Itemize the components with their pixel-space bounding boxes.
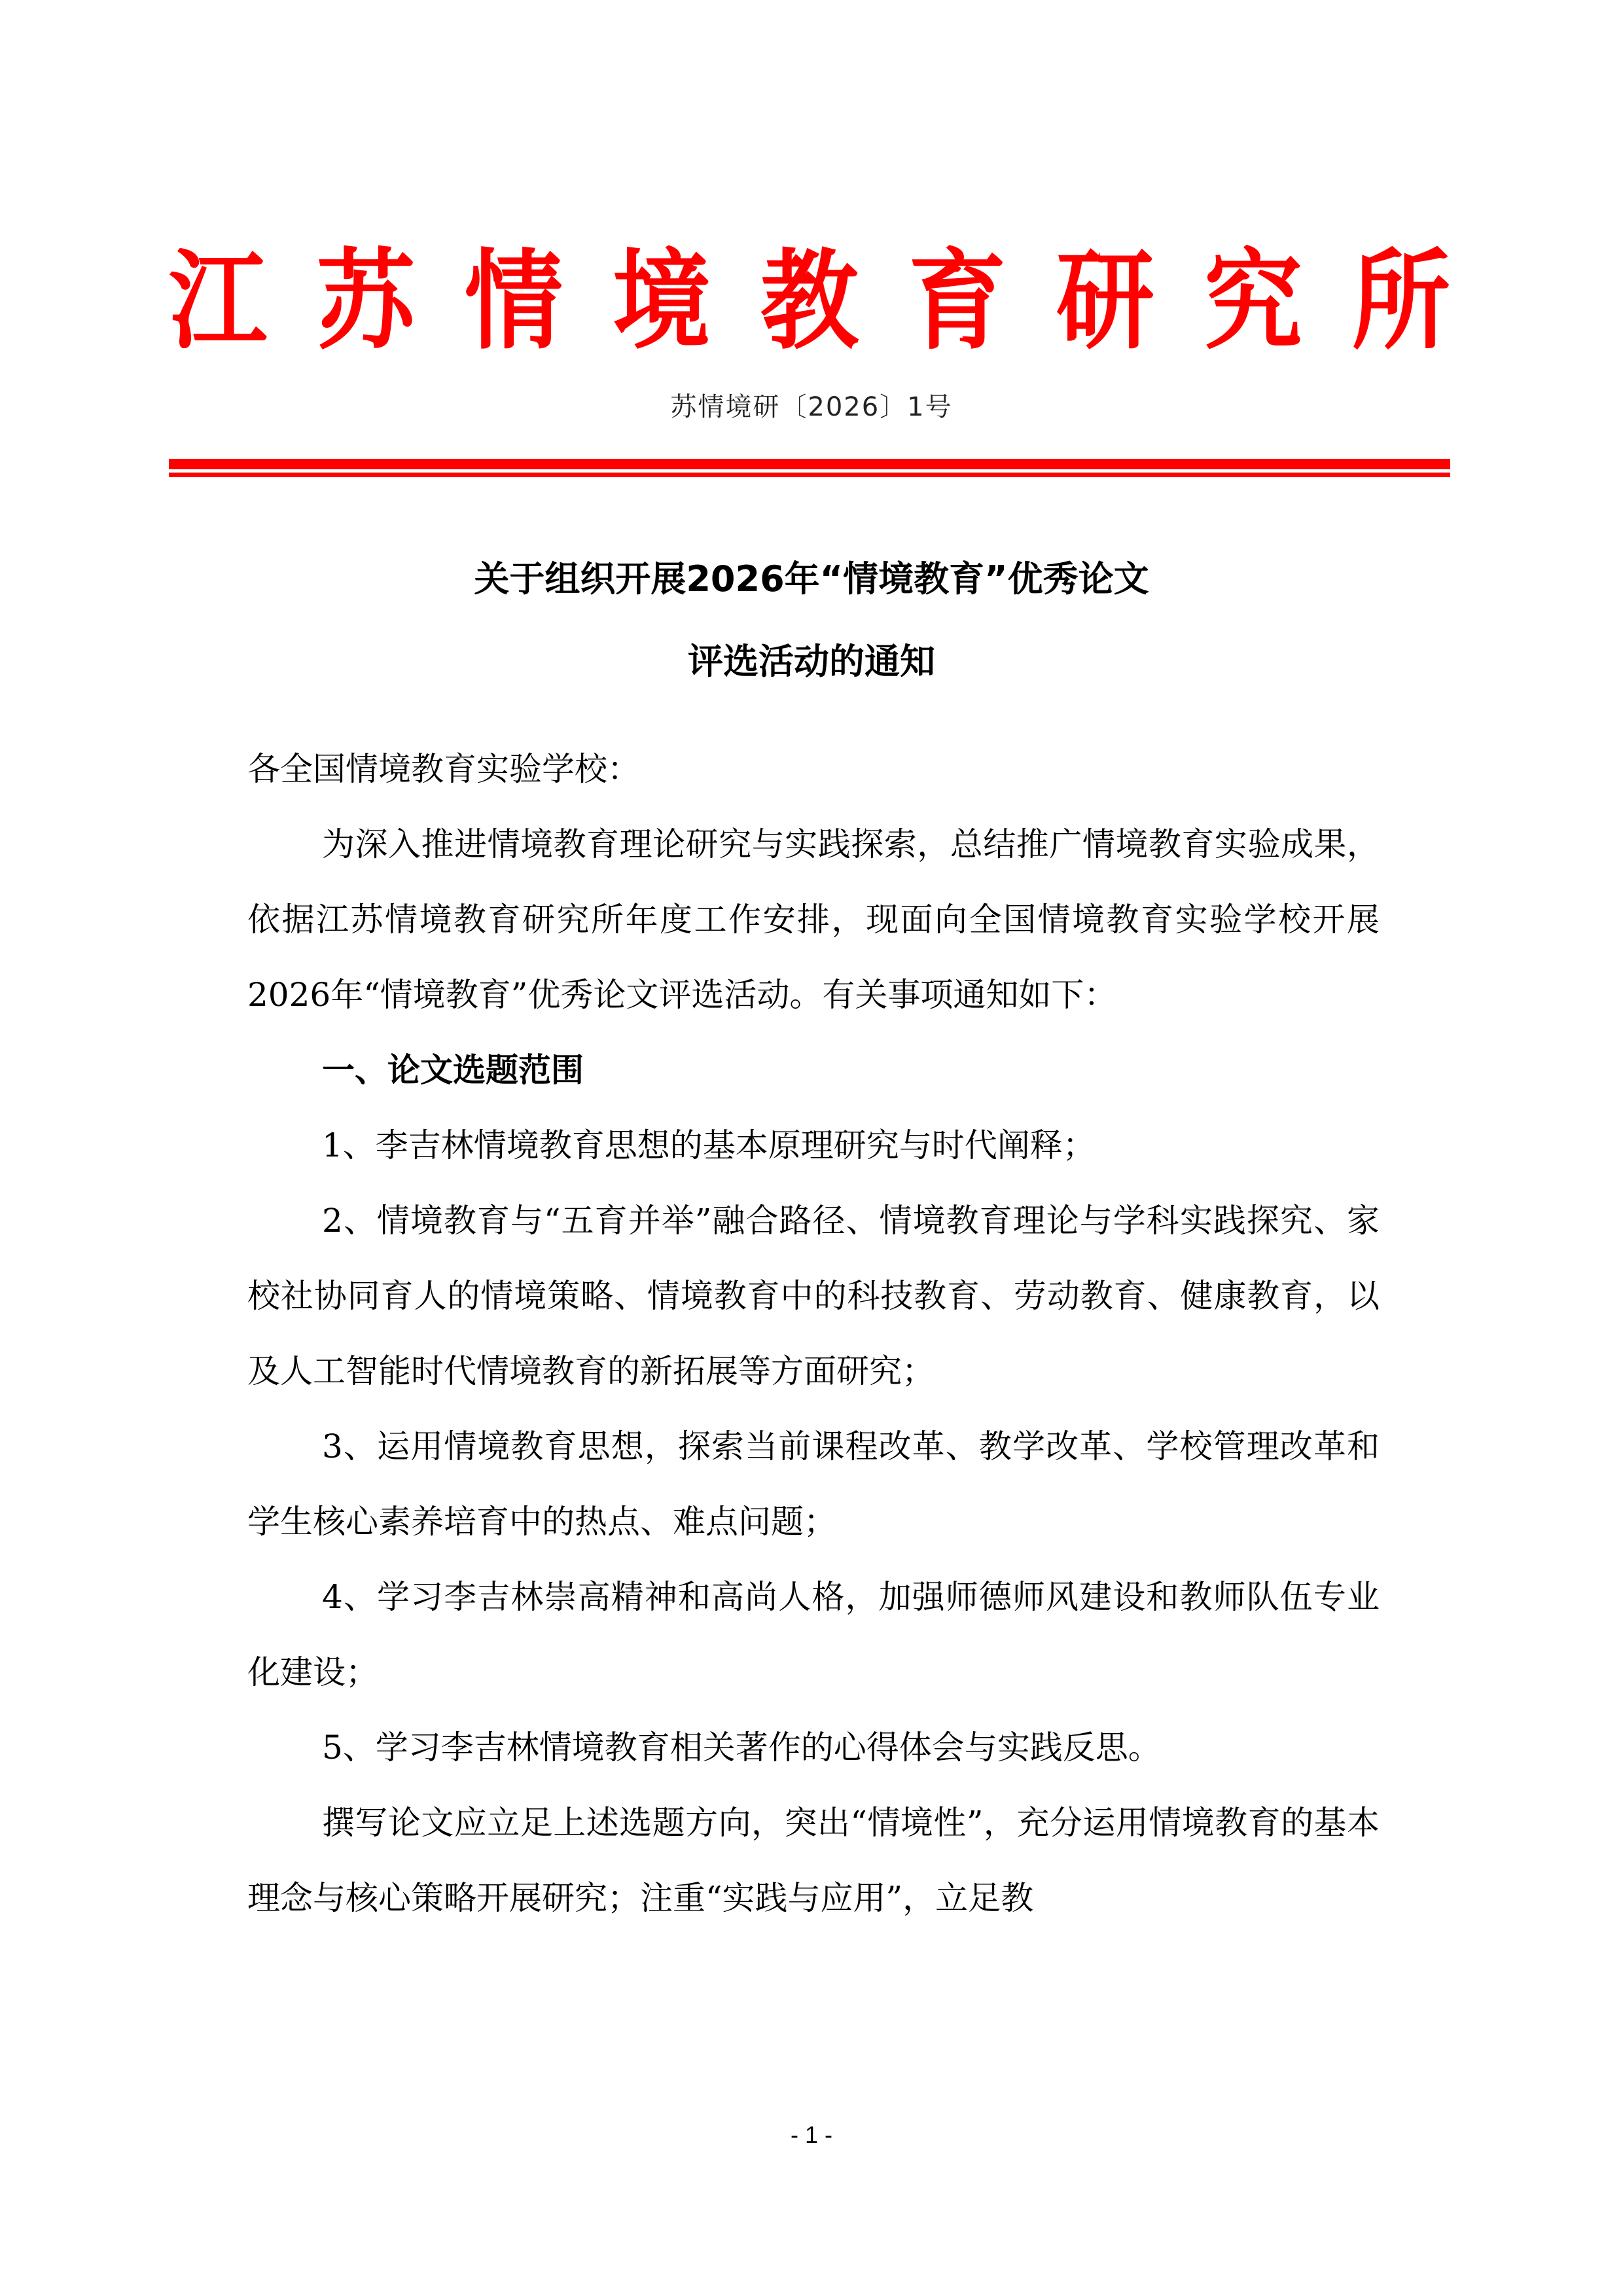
letterhead-char: 苏: [316, 238, 415, 365]
document-number: 苏情境研〔2026〕1号: [670, 392, 953, 422]
letterhead-char: 教: [760, 238, 859, 365]
writing-guidance-paragraph: 撰写论文应立足上述选题方向，突出“情境性”，充分运用情境教育的基本理念与核心策略开展研究；注重“实践与应用”，立足教: [247, 1804, 1380, 1917]
salutation: 各全国情境教育实验学校：: [247, 750, 640, 788]
letterhead-char: 情: [464, 238, 563, 365]
page-number: - 1 -: [790, 2121, 832, 2148]
document-body: [247, 732, 1380, 1936]
topic-item: 5、学习李吉林情境教育相关著作的心得体会与实践反思。: [322, 1729, 1161, 1767]
section-heading: 一、论文选题范围: [322, 1051, 584, 1089]
letterhead-char: 研: [1056, 238, 1154, 365]
topic-item: 2、情境教育与“五育并举”融合路径、情境教育理论与学科实践探究、家校社协同育人的情境策略、情境教育中的科技教育、劳动教育、健康教育，以及人工智能时代情境教育的新拓展等方面研究；: [247, 1202, 1380, 1390]
letterhead-char: 江: [169, 238, 268, 365]
topic-item: 3、运用情境教育思想，探索当前课程改革、教学改革、学校管理改革和学生核心素养培育中的热点、难点问题；: [247, 1427, 1380, 1541]
topic-item: 1、李吉林情境教育思想的基本原理研究与时代阐释；: [322, 1126, 1096, 1164]
intro-paragraph: 为深入推进情境教育理论研究与实践探索，总结推广情境教育实验成果，依据江苏情境教育研究所年度工作安排，现面向全国情境教育实验学校开展2026年“情境教育”优秀论文评选活动。有关事项通知如下：: [247, 825, 1380, 1014]
topic-item: 4、学习李吉林崇高精神和高尚人格，加强师德师风建设和教师队伍专业化建设；: [247, 1578, 1380, 1691]
letterhead-char: 境: [612, 238, 711, 365]
red-rule-thick: [169, 459, 1450, 469]
letterhead-char: 究: [1204, 238, 1302, 365]
document-title-line2: 评选活动的通知: [688, 641, 935, 682]
red-rule-thin: [169, 473, 1450, 477]
letterhead-char: 育: [908, 238, 1007, 365]
document-title-line1: 关于组织开展2026年“情境教育”优秀论文: [474, 558, 1149, 600]
letterhead-char: 所: [1351, 238, 1450, 365]
organization-letterhead: [169, 238, 1450, 365]
